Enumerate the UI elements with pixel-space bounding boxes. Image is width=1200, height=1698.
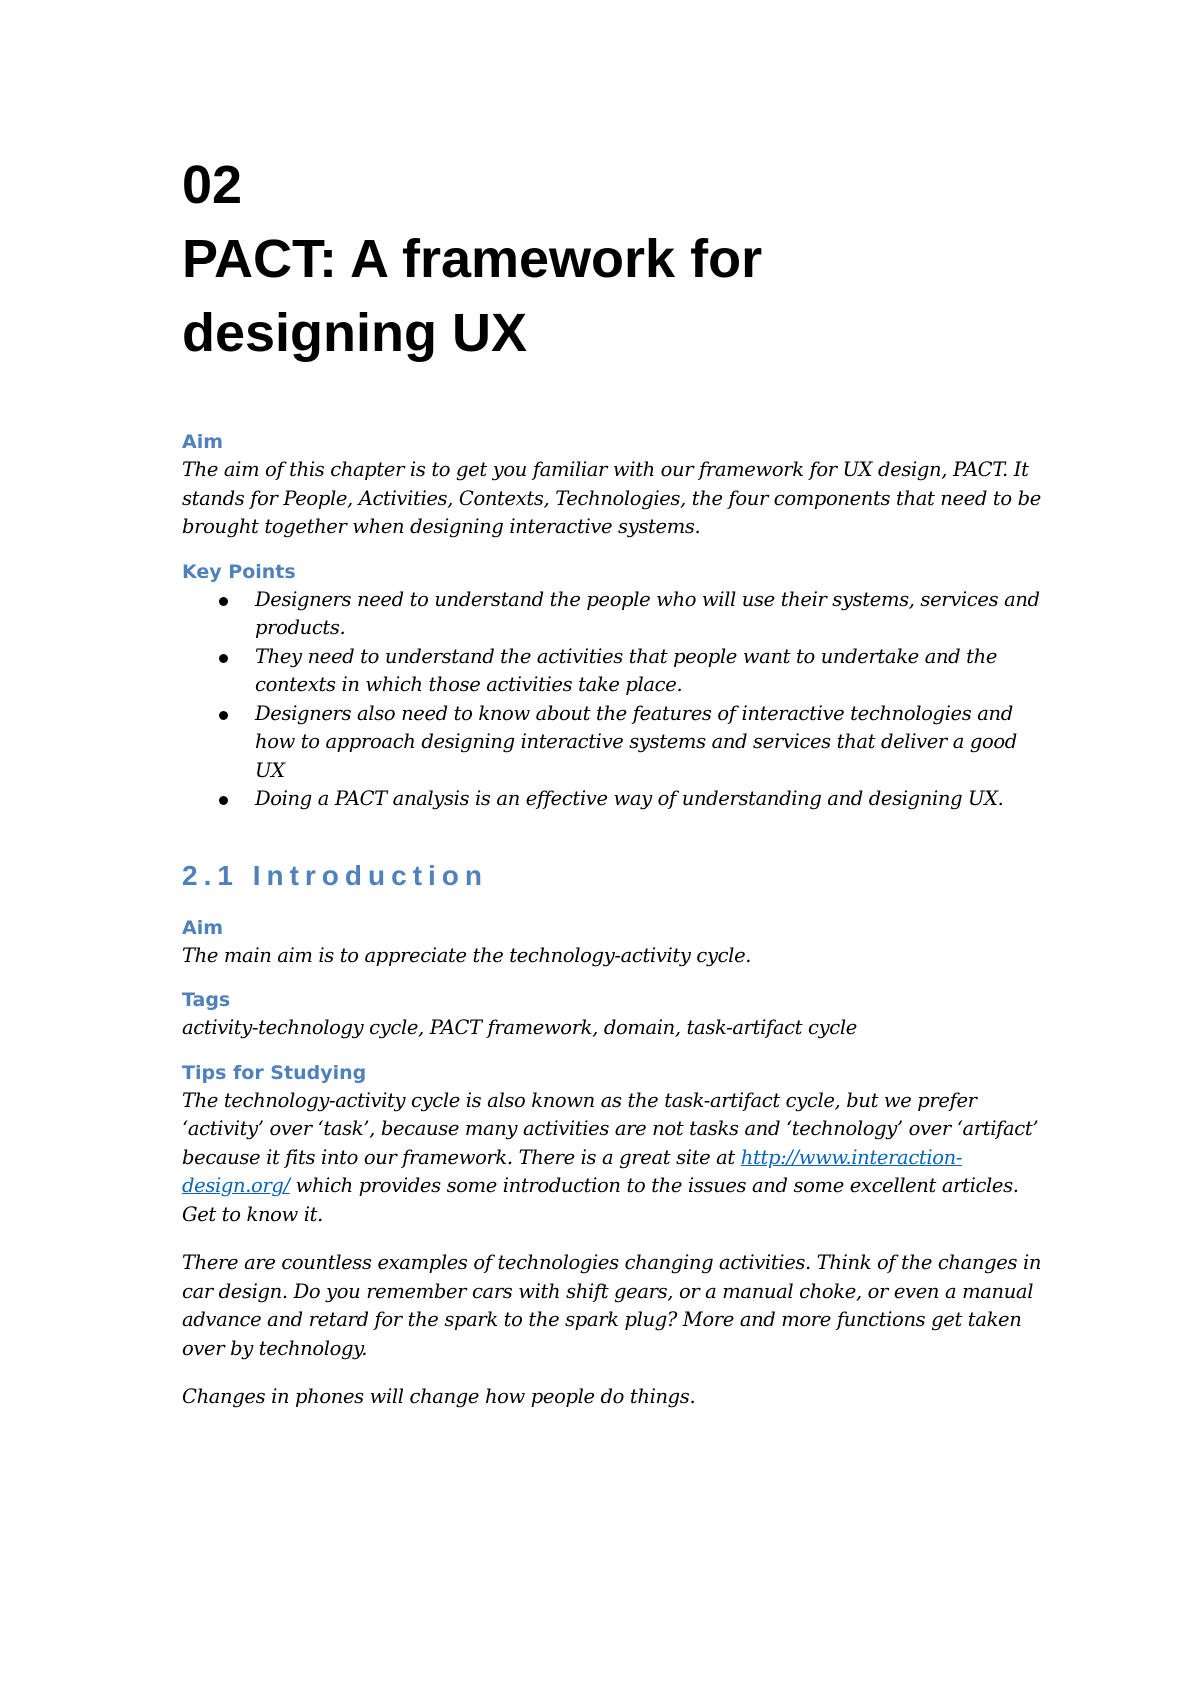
section-aim-heading: Aim: [182, 916, 224, 939]
chapter-title: PACT: A framework for designing UX: [182, 229, 763, 363]
aim-text: The aim of this chapter is to get you familiar with our framework for UX design, PACT. It stands for People, Activities, Contexts, Technologies, the four components that need to be brought together when designing interactive systems.: [182, 458, 1041, 538]
list-item: [182, 643, 1042, 700]
list-item: [182, 700, 1042, 786]
bullet-icon: [219, 654, 228, 663]
section-aim-text: The main aim is to appreciate the technology-activity cycle.: [182, 943, 752, 967]
list-item-text: Designers need to understand the people who will use their systems, services and products.: [255, 587, 1040, 639]
list-item: [182, 586, 1042, 643]
key-points-heading: Key Points: [182, 560, 296, 583]
section-heading: 2.1 Introduction: [182, 859, 488, 891]
document-page: [182, 148, 1042, 1412]
interaction-design-link[interactable]: http://www.interaction-design.org/: [182, 1145, 963, 1197]
aim-heading: Aim: [182, 431, 224, 453]
paragraph-phones: Changes in phones will change how people do things.: [182, 1385, 696, 1408]
tips-text: [182, 1087, 1042, 1230]
bullet-icon: [219, 597, 228, 606]
paragraph-technology-examples: There are countless examples of technologies changing activities. Think of the changes in car design. Do you remember cars with shift gears, or a manual choke, or even a manual advance and retard for the spark to the spark plug? More and more functions get taken over by technology.: [182, 1251, 1042, 1360]
list-item-text: They need to understand the activities that people want to undertake and the contexts in which those activities take place.: [255, 644, 998, 696]
chapter-number: 02: [182, 155, 243, 215]
bullet-icon: [219, 796, 228, 805]
key-points-list: [182, 586, 1042, 814]
list-item-text: Designers also need to know about the features of interactive technologies and how to approach designing interactive systems and services that deliver a good UX: [255, 701, 1017, 782]
tips-text-before: The technology-activity cycle is also known as the task-artifact cycle, but we prefer ‘activity’ over ‘task’, because many activities are not tasks and ‘technology’ over ‘artifact’ because it fits into our framework. There is a great site at: [182, 1088, 1039, 1169]
list-item-text: Doing a PACT analysis is an effective way of understanding and designing UX.: [255, 787, 1004, 810]
tags-text: activity-technology cycle, PACT framework, domain, task-artifact cycle: [182, 1016, 857, 1039]
tags-heading: Tags: [182, 989, 231, 1011]
tips-text-after: which provides some introduction to the issues and some excellent articles. Get to know it.: [182, 1174, 1019, 1226]
list-item: [182, 785, 1042, 814]
tips-heading: Tips for Studying: [182, 1061, 367, 1084]
bullet-icon: [219, 711, 228, 720]
